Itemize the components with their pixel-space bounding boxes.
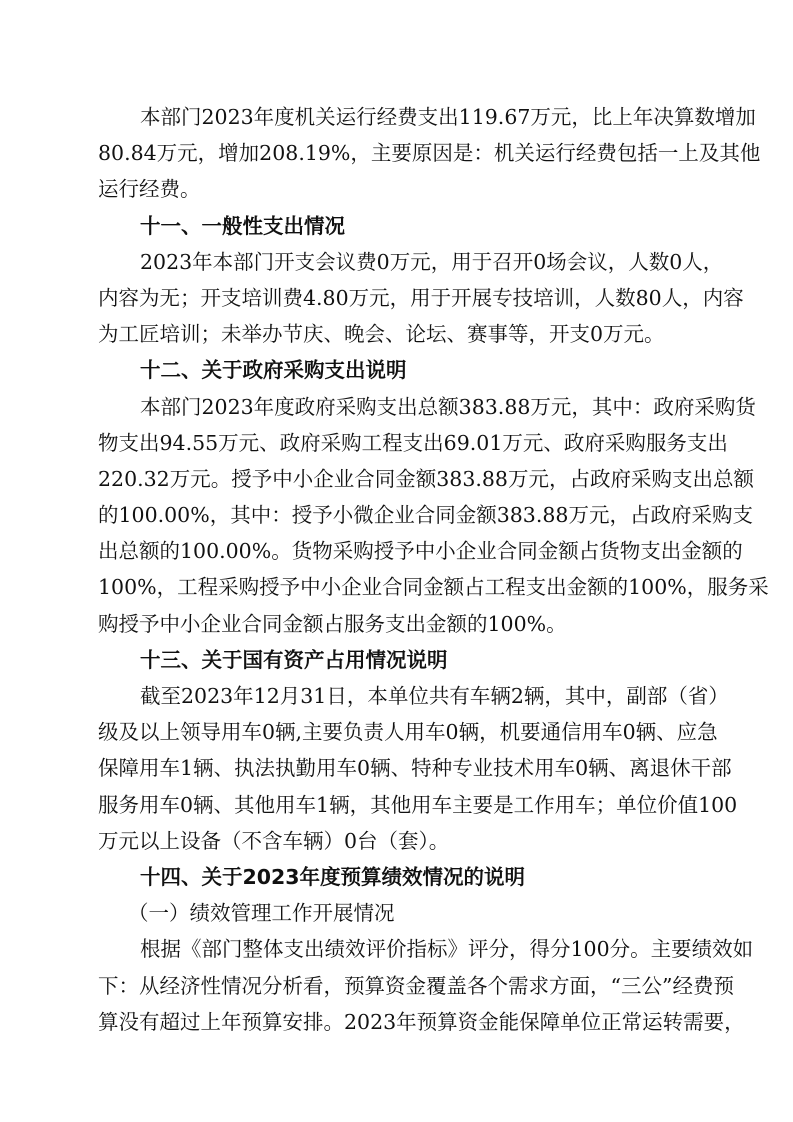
text-line: 十一、一般性支出情况 [140,213,345,238]
text-line: 服务用车0辆、其他用车1辆，其他用车主要是工作用车；单位价值100 [98,792,738,817]
text-line: 算没有超过上年预算安排。2023年预算资金能保障单位正常运转需要， [98,1009,745,1034]
text-line: 100%，工程采购授予中小企业合同金额占工程支出金额的100%，服务采 [98,575,769,600]
paragraph [98,99,761,208]
text-line: （一）绩效管理工作开展情况 [128,901,395,926]
text-line: 购授予中小企业合同金额占服务支出金额的100%。 [98,611,567,636]
text-line: 十四、关于2023年度预算绩效情况的说明 [140,864,526,889]
text-line: 保障用车1辆、执法执勤用车0辆、特种专业技术用车0辆、离退休干部 [98,756,732,781]
section-heading [98,208,702,244]
section-heading [98,859,702,895]
paragraph [98,678,738,859]
text-line: 220.32万元。授予中小企业合同金额383.88万元，占政府采购支出总额 [98,466,754,491]
text-line: 的100.00%，其中：授予小微企业合同金额383.88万元，占政府采购支 [98,503,753,528]
subsection-heading [98,895,702,931]
section-heading [98,352,702,388]
text-line: 万元以上设备（不含车辆）0台（套）。 [98,828,450,853]
paragraph [98,389,769,642]
text-line: 80.84万元，增加208.19%，主要原因是：机关运行经费包括一上及其他 [98,141,761,166]
text-line: 截至2023年12月31日，本单位共有车辆2辆，其中，副部（省） [140,684,729,708]
text-line: 级及以上领导用车0辆,主要负责人用车0辆，机要通信用车0辆、应急 [98,720,718,745]
paragraph [98,244,744,353]
text-line: 根据《部门整体支出绩效评价指标》评分，得分100分。主要绩效如 [140,937,754,962]
text-line: 本部门2023年度政府采购支出总额383.88万元，其中：政府采购货 [140,394,756,419]
text-line: 运行经费。 [98,177,201,202]
text-line: 下：从经济性情况分析看，预算资金覆盖各个需求方面，“三公”经费预 [98,973,734,998]
document-page [98,99,769,1040]
text-line: 十三、关于国有资产占用情况说明 [140,647,448,672]
text-line: 本部门2023年度机关运行经费支出119.67万元，比上年决算数增加 [140,105,756,129]
text-line: 内容为无；开支培训费4.80万元，用于开展专技培训，人数80人，内容 [98,285,744,310]
text-line: 出总额的100.00%。货物采购授予中小企业合同金额占货物支出金额的 [98,539,743,564]
text-line: 为工匠培训；未举办节庆、晚会、论坛、赛事等，开支0万元。 [98,322,665,347]
text-line: 2023年本部门开支会议费0万元，用于召开0场会议，人数0人， [140,249,724,274]
paragraph [98,931,754,1040]
text-line: 十二、关于政府采购支出说明 [140,358,407,383]
text-line: 物支出94.55万元、政府采购工程支出69.01万元、政府采购服务支出 [98,430,728,455]
section-heading [98,642,702,678]
